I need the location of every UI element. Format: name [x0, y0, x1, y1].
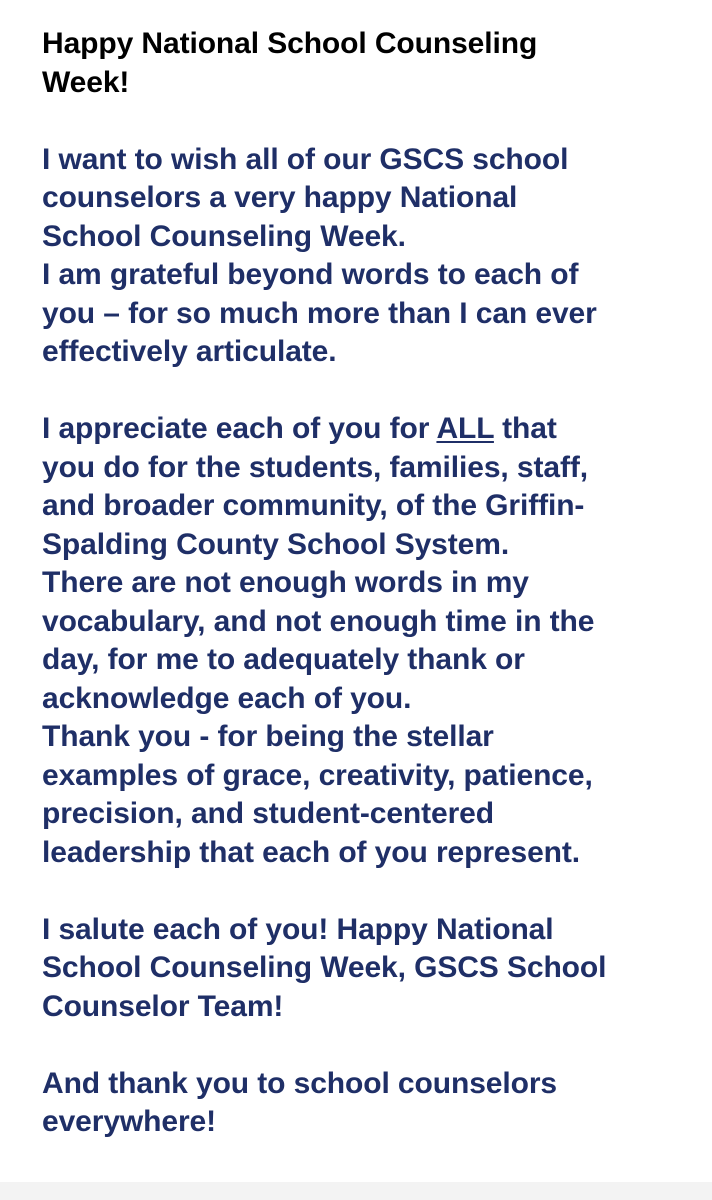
text-line: effectively articulate.: [42, 335, 337, 368]
text-line: And thank you to school counselors: [42, 1066, 557, 1100]
intro-paragraph: [42, 141, 682, 372]
headline-line: Week!: [42, 65, 130, 99]
text-line: counselors a very happy National: [42, 181, 518, 214]
paragraph-gap: [42, 102, 682, 141]
text-line: vocabulary, and not enough time in the: [42, 604, 595, 638]
text-fragment: that: [493, 412, 557, 445]
emphasis-all: ALL: [436, 412, 494, 445]
text-line: Thank you - for being the stellar: [42, 720, 494, 753]
text-line: [42, 410, 682, 449]
text-line: leadership that each of you represent.: [42, 835, 581, 869]
text-line: you do for the students, families, staff,: [42, 450, 588, 484]
text-line: Counselor Team!: [42, 989, 284, 1023]
text-line: precision, and student-centered: [42, 797, 494, 830]
text-line: I am grateful beyond words to each of: [42, 258, 579, 291]
text-line: everywhere!: [42, 1105, 217, 1138]
text-line: School Counseling Week, GSCS School: [42, 951, 607, 984]
text-line: I want to wish all of our GSCS school: [42, 142, 569, 176]
text-line: examples of grace, creativity, patience,: [42, 758, 593, 792]
message-headline: [42, 25, 682, 102]
message-body: [42, 25, 682, 1142]
text-line: I salute each of you! Happy National: [42, 912, 554, 946]
closing-paragraph: [42, 1065, 682, 1142]
text-line: day, for me to adequately thank or: [42, 643, 525, 676]
text-line: and broader community, of the Griffin-: [42, 489, 585, 522]
text-line: you – for so much more than I can ever: [42, 296, 597, 330]
bottom-band: [0, 1182, 712, 1200]
headline-line: Happy National School Counseling: [42, 27, 538, 60]
text-line: Spalding County School System.: [42, 527, 510, 561]
text-line: acknowledge each of you.: [42, 681, 412, 715]
paragraph-gap: [42, 1026, 682, 1065]
text-fragment: I appreciate each of you for: [42, 412, 437, 445]
salute-paragraph: [42, 911, 682, 1027]
appreciation-paragraph: [42, 410, 682, 872]
paragraph-gap: [42, 372, 682, 411]
text-line: There are not enough words in my: [42, 566, 529, 599]
text-line: School Counseling Week.: [42, 219, 406, 253]
paragraph-gap: [42, 872, 682, 911]
